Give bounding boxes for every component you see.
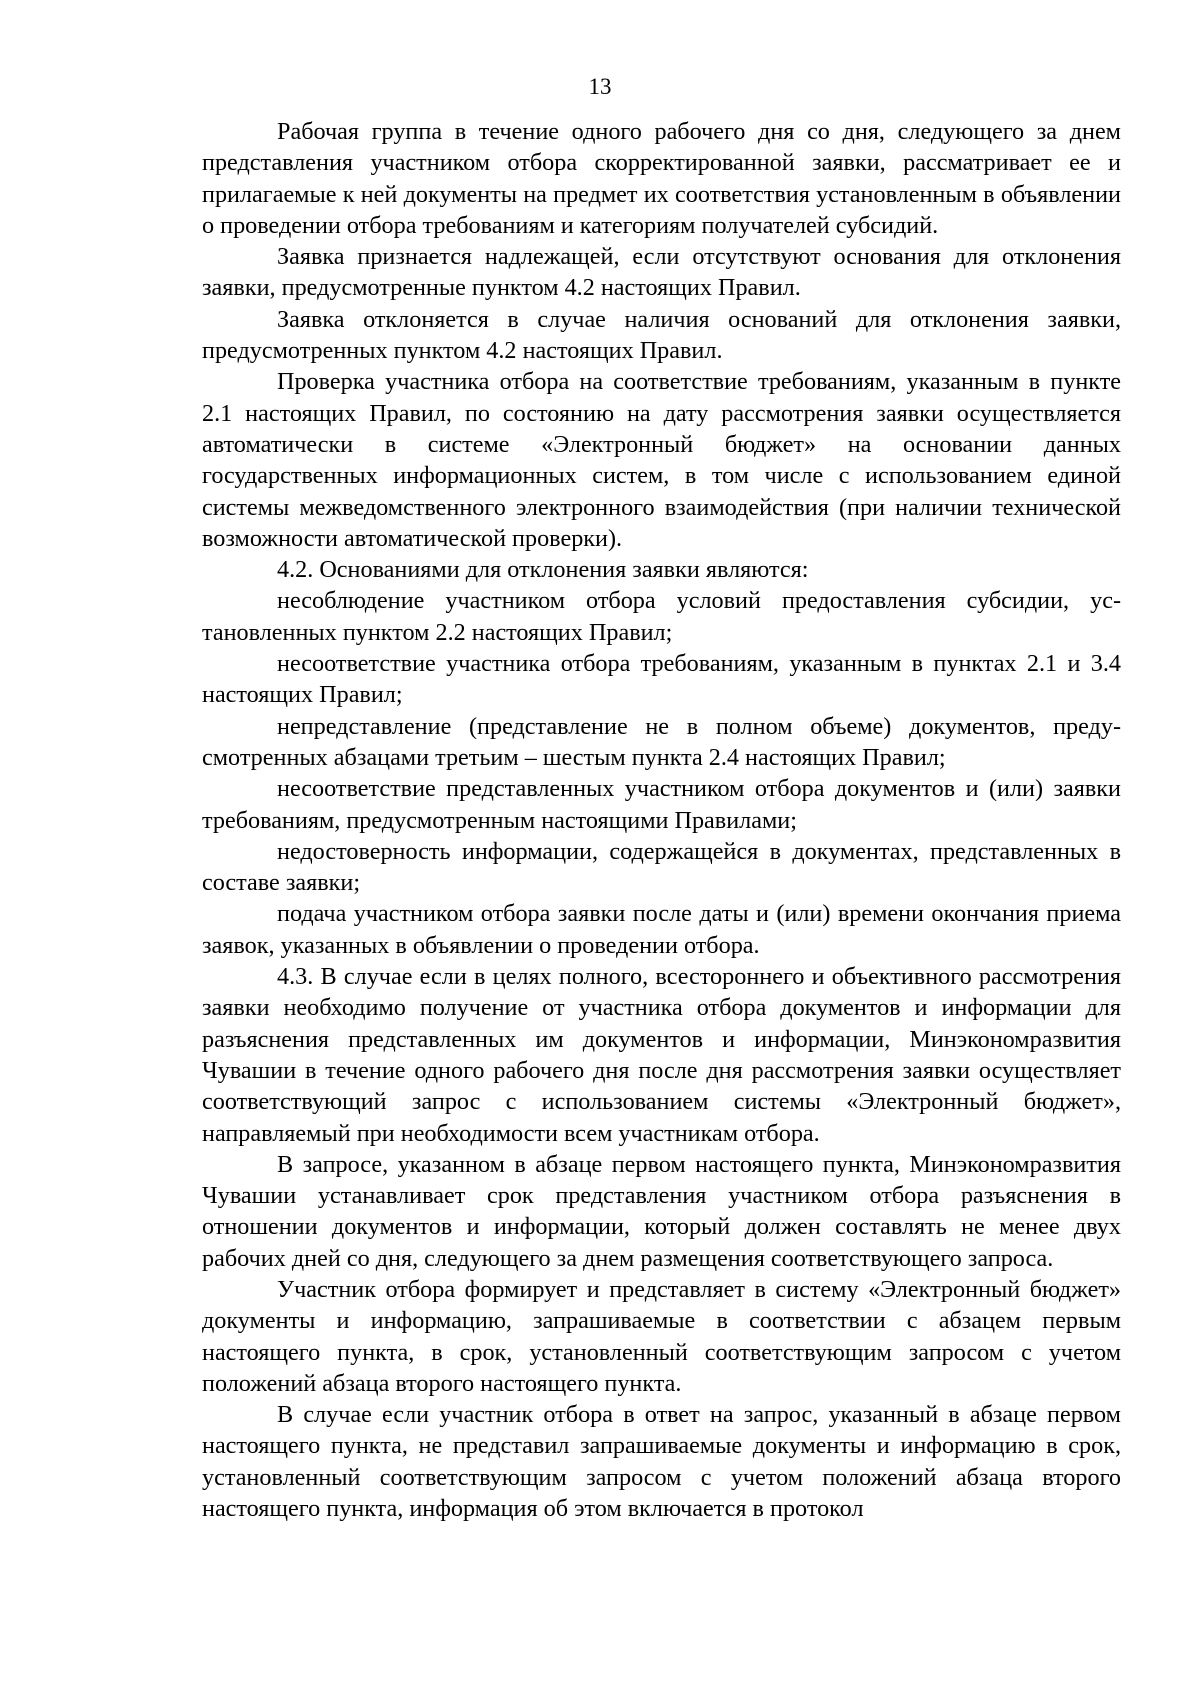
paragraph: Рабочая группа в течение одного рабочего дня со дня, следующего за днем представления участником отбора скорректированной заявки, рассматривает ее и прилагаемые к ней документы на предмет их соответствия установленным в объявлении о проведении отбора требованиям и категориям получателей субсидий. [202,118,1121,239]
paragraph: несоблюдение участником отбора условий предоставления субсидии, установленных пунктом 2.2 настоящих Правил; [202,587,1121,646]
paragraph: несоответствие представленных участником отбора документов и (или) заявки требованиям, предусмотренным настоящими Правилами; [202,775,1121,834]
paragraph: В запросе, указанном в абзаце первом настоящего пункта, Минэкономразвития Чувашии устанавливает срок представления участником отбора разъяснения в отношении документов и информации, который должен составлять не менее двух рабочих дней со дня, следующего за днем размещения соответствующего запроса. [202,1150,1121,1272]
paragraph: 4.3. В случае если в целях полного, всестороннего и объективного рассмотрения заявки необходимо получение от участника отбора документов и информации для разъяснения представленных им документов и информации, Минэкономразвития Чувашии в течение одного рабочего дня после дня рассмотрения заявки осуществляет соответствующий запрос с использованием системы «Электронный бюджет», направляемый при необходимости всем участникам отбора. [202,963,1121,1147]
paragraph: Заявка отклоняется в случае наличия оснований для отклонения заявки, предусмотренных пунктом 4.2 настоящих Правил. [202,305,1121,365]
page-number: 13 [588,74,612,99]
document-body [202,116,1121,1524]
paragraph: Заявка признается надлежащей, если отсутствуют основания для отклонения заявки, предусмотренные пунктом 4.2 настоящих Правил. [202,243,1121,302]
paragraph: В случае если участник отбора в ответ на запрос, указанный в абзаце первом настоящего пункта, не представил запрашиваемые документы и информацию в срок, установленный соответствующим запросом с учетом положений абзаца второго настоящего пункта, информация об этом включается в протокол [202,1401,1121,1523]
paragraph: несоответствие участника отбора требованиям, указанным в пунктах 2.1 и 3.4 настоящих Правил; [202,650,1121,709]
paragraph: недостоверность информации, содержащейся в документах, представленных в составе заявки; [202,837,1121,897]
paragraph: Участник отбора формирует и представляет в систему «Электронный бюджет» документы и информацию, запрашиваемые в соответствии с абзацем первым настоящего пункта, в срок, установленный соответствующим запросом с учетом положений абзаца второго настоящего пункта. [202,1275,1121,1397]
paragraph: непредставление (представление не в полном объеме) документов, предусмотренных абзацами третьим – шестым пункта 2.4 настоящих Правил; [202,712,1121,771]
paragraph: 4.2. Основаниями для отклонения заявки являются: [277,556,809,584]
paragraph: Проверка участника отбора на соответствие требованиям, указанным в пункте 2.1 настоящих Правил, по состоянию на дату рассмотрения заявки осуществляется автоматически в системе «Электронный бюджет» на основании данных государственных информационных систем, в том числе с использованием единой системы межведомственного электронного взаимодействия (при наличии технической возможности автоматической проверки). [202,368,1121,552]
paragraph: подача участником отбора заявки после даты и (или) времени окончания приема заявок, указанных в объявлении о проведении отбора. [202,900,1121,959]
